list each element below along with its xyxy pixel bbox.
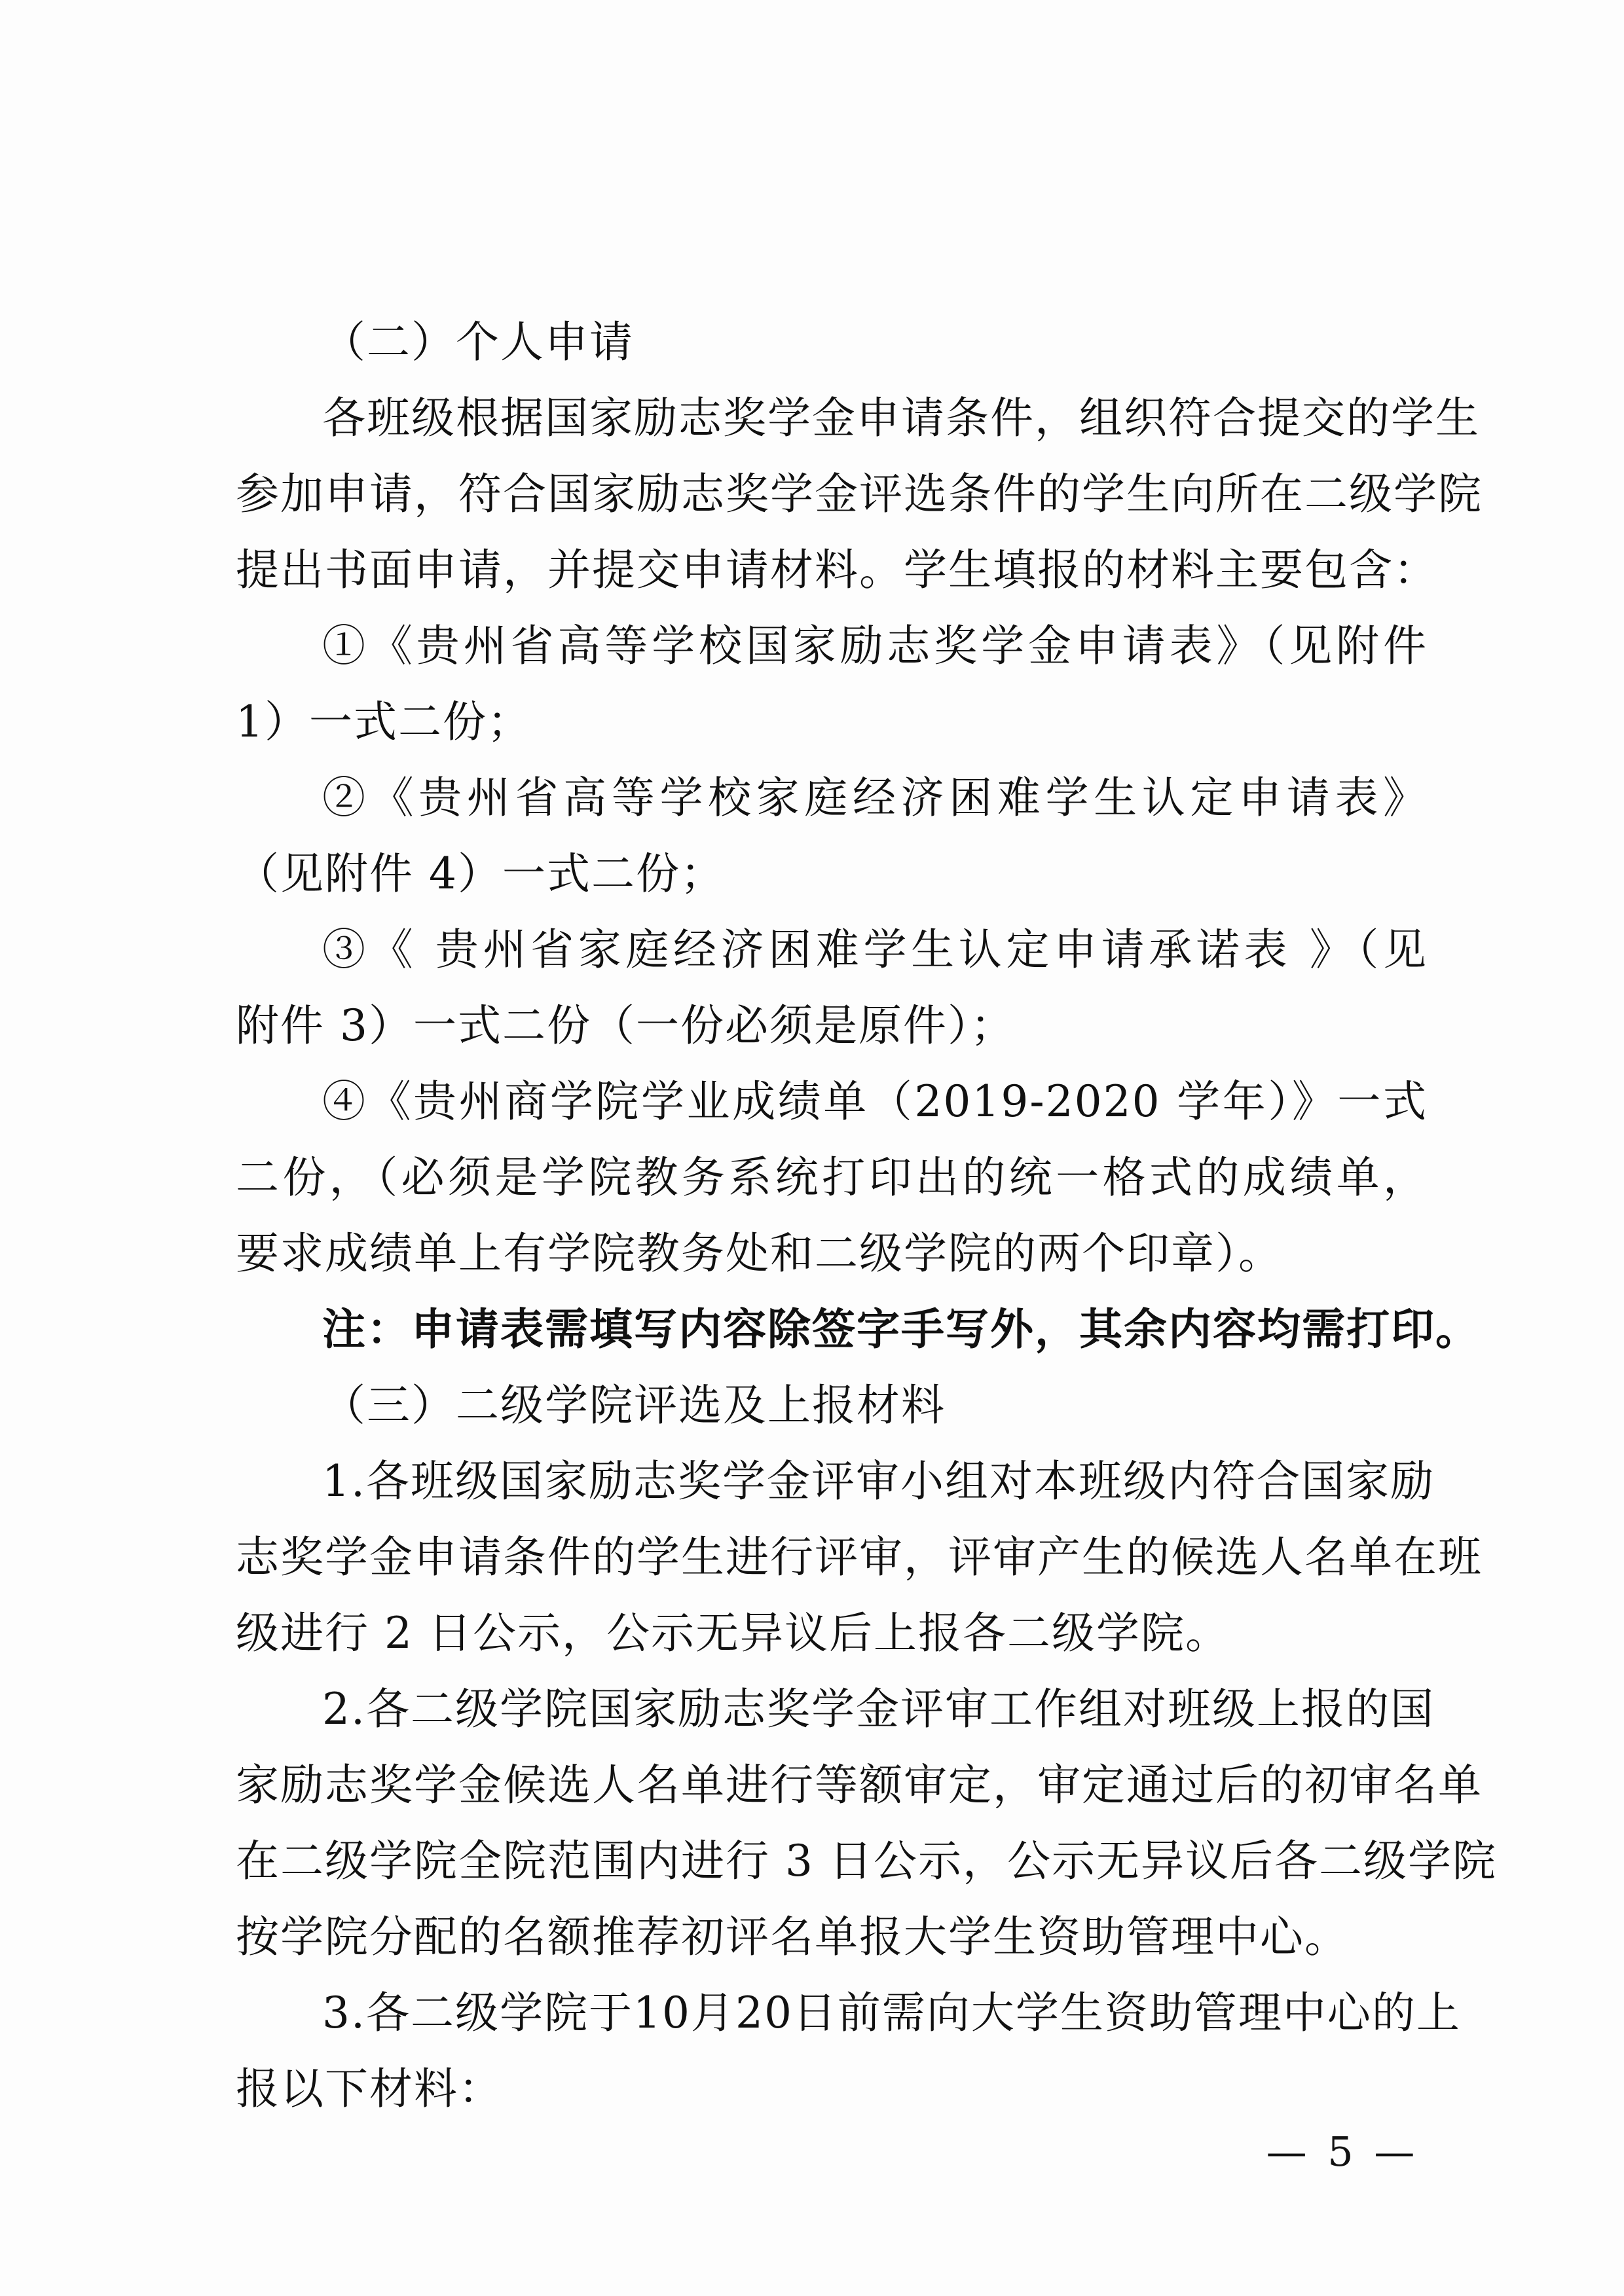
paragraph-line: 各班级根据国家励志奖学金申请条件，组织符合提交的学生	[322, 393, 1480, 443]
paragraph-line: 在二级学院全院范围内进行 3 日公示，公示无异议后各二级学院	[236, 1836, 1497, 1886]
paragraph-line: 报以下材料：	[236, 2064, 503, 2114]
page-number: — 5 —	[1266, 2128, 1419, 2176]
note-line: 注：申请表需填写内容除签字手写外，其余内容均需打印。	[322, 1304, 1480, 1355]
section-heading-college-selection: （三）二级学院评选及上报材料	[322, 1380, 946, 1430]
paragraph-line: 家励志奖学金候选人名单进行等额审定，审定通过后的初审名单	[236, 1760, 1483, 1810]
list-item-line: ④《贵州商学院学业成绩单（2019-2020 学年）》一式	[322, 1076, 1428, 1127]
paragraph-line: 2.各二级学院国家励志奖学金评审工作组对班级上报的国	[322, 1684, 1435, 1734]
paragraph-line: 按学院分配的名额推荐初评名单报大学生资助管理中心。	[236, 1912, 1349, 1962]
list-item-line: ②《贵州省高等学校家庭经济困难学生认定申请表》	[322, 773, 1428, 823]
section-heading-personal-application: （二）个人申请	[322, 317, 634, 367]
list-item-line: ③《 贵州省家庭经济困难学生认定申请承诺表 》（见	[322, 924, 1428, 975]
list-item-line: 附件 3）一式二份（一份必须是原件）；	[236, 1000, 1015, 1051]
paragraph-line: 提出书面申请，并提交申请材料。学生填报的材料主要包含：	[236, 545, 1438, 595]
paragraph-line: 1.各班级国家励志奖学金评审小组对本班级内符合国家励	[322, 1456, 1435, 1506]
list-item-line: 要求成绩单上有学院教务处和二级学院的两个印章）。	[236, 1228, 1283, 1279]
list-item-line: ①《贵州省高等学校国家励志奖学金申请表》（见附件	[322, 621, 1428, 671]
paragraph-line: 级进行 2 日公示，公示无异议后上报各二级学院。	[236, 1608, 1230, 1658]
paragraph-line: 参加申请，符合国家励志奖学金评选条件的学生向所在二级学院	[236, 469, 1483, 519]
paragraph-line: 3.各二级学院于10月20日前需向大学生资助管理中心的上	[322, 1988, 1461, 2038]
document-body	[236, 304, 1497, 2127]
list-item-line: 二份，（必须是学院教务系统打印出的统一格式的成绩单，	[236, 1152, 1428, 1203]
list-item-line: （见附件 4）一式二份；	[236, 848, 725, 899]
list-item-line: 1）一式二份；	[236, 697, 532, 747]
paragraph-line: 志奖学金申请条件的学生进行评审，评审产生的候选人名单在班	[236, 1532, 1483, 1582]
